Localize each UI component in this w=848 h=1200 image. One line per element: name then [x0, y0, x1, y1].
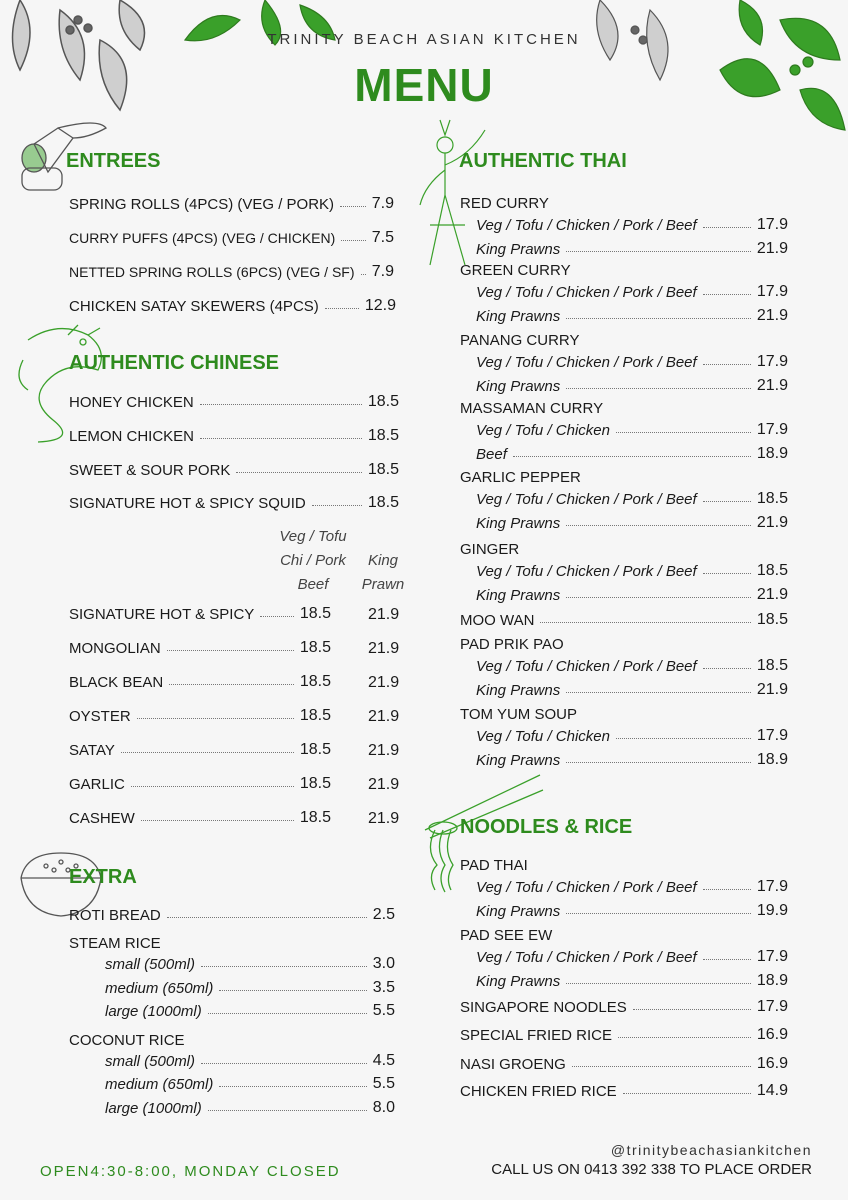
leader-dots — [703, 364, 751, 365]
leader-dots — [572, 1066, 751, 1067]
section-title-noodles: NOODLES & RICE — [460, 816, 633, 838]
item-price: 18.5 — [367, 461, 399, 478]
dish-variant — [476, 948, 788, 966]
leader-dots — [566, 692, 751, 693]
menu-subitem — [105, 1099, 395, 1117]
column-header-line: King — [367, 552, 399, 569]
item-price: 16.9 — [756, 1026, 788, 1043]
item-price-king-prawn: 21.9 — [368, 810, 400, 827]
leader-dots — [618, 1037, 751, 1038]
leader-dots — [131, 786, 294, 787]
variant-price: 21.9 — [756, 307, 788, 324]
variant-price: 21.9 — [756, 681, 788, 698]
item-name: SPRING ROLLS (4PCS) (VEG / PORK) — [69, 195, 335, 213]
column-header-line: Prawn — [361, 576, 405, 593]
item-name: CURRY PUFFS (4PCS) (VEG / CHICKEN) — [69, 230, 336, 246]
dish-name: GARLIC PEPPER — [460, 469, 581, 486]
item-price-king-prawn: 21.9 — [368, 606, 400, 623]
item-price: 14.9 — [756, 1082, 788, 1099]
item-name: BLACK BEAN — [69, 673, 164, 691]
leader-dots — [201, 1063, 367, 1064]
leader-dots — [219, 990, 366, 991]
leader-dots — [513, 456, 751, 457]
dish-variant — [476, 657, 788, 675]
leader-dots — [167, 650, 294, 651]
menu-item — [69, 707, 331, 725]
restaurant-name: TRINITY BEACH ASIAN KITCHEN — [267, 31, 581, 48]
item-price: 18.5 — [299, 809, 331, 826]
item-price-king-prawn: 21.9 — [368, 674, 400, 691]
variant-price: 17.9 — [756, 421, 788, 438]
item-name: SATAY — [69, 741, 115, 759]
variant-name: King Prawns — [476, 307, 561, 325]
leader-dots — [566, 525, 751, 526]
size-price: 3.5 — [372, 979, 395, 996]
variant-price: 21.9 — [756, 586, 788, 603]
dish-variant — [476, 216, 788, 234]
dish-variant — [476, 377, 788, 395]
variant-price: 18.5 — [756, 657, 788, 674]
item-price-king-prawn: 21.9 — [368, 640, 400, 657]
item-name: ROTI BREAD — [69, 906, 161, 924]
item-name: NASI GROENG — [460, 1055, 566, 1073]
item-price: 18.5 — [299, 775, 331, 792]
item-price: 18.5 — [299, 639, 331, 656]
menu-item — [69, 775, 331, 793]
variant-price: 18.9 — [756, 445, 788, 462]
size-name: medium (650ml) — [105, 979, 214, 997]
leader-dots — [361, 274, 366, 275]
variant-price: 19.9 — [756, 902, 788, 919]
menu-item — [69, 639, 331, 657]
leader-dots — [703, 573, 751, 574]
variant-price: 18.5 — [756, 562, 788, 579]
leader-dots — [219, 1086, 366, 1087]
variant-price: 17.9 — [756, 353, 788, 370]
leader-dots — [341, 240, 365, 241]
dish-name: MASSAMAN CURRY — [460, 400, 604, 417]
menu-item — [460, 1082, 788, 1100]
menu-item — [69, 809, 331, 827]
size-name: medium (650ml) — [105, 1075, 214, 1093]
column-header-king-prawn — [355, 549, 411, 597]
dish-name: PANANG CURRY — [460, 332, 580, 349]
leader-dots — [566, 318, 751, 319]
item-name: SINGAPORE NOODLES — [460, 998, 627, 1016]
leader-dots — [169, 684, 294, 685]
item-price: 18.5 — [367, 427, 399, 444]
variant-name: King Prawns — [476, 681, 561, 699]
size-name: small (500ml) — [105, 1052, 196, 1070]
variant-name: Veg / Tofu / Chicken / Pork / Beef — [476, 283, 697, 301]
menu-item — [69, 673, 331, 691]
item-price: 18.5 — [367, 494, 399, 511]
variant-name: King Prawns — [476, 240, 561, 258]
leader-dots — [260, 616, 294, 617]
variant-name: King Prawns — [476, 514, 561, 532]
menu-item — [460, 1055, 788, 1073]
variant-name: Veg / Tofu / Chicken / Pork / Beef — [476, 878, 697, 896]
item-name: CHICKEN FRIED RICE — [460, 1082, 617, 1100]
menu-subitem — [105, 955, 395, 973]
call-to-order: CALL US ON 0413 392 338 TO PLACE ORDER — [491, 1161, 812, 1178]
item-price: 12.9 — [364, 297, 396, 314]
item-price: 2.5 — [372, 906, 395, 923]
leader-dots — [121, 752, 294, 753]
dish-variant — [476, 586, 788, 604]
size-price: 3.0 — [372, 955, 395, 972]
dish-variant — [476, 490, 788, 508]
social-handle: @trinitybeachasiankitchen — [610, 1142, 812, 1158]
variant-name: Veg / Tofu / Chicken / Pork / Beef — [476, 490, 697, 508]
section-title-thai: AUTHENTIC THAI — [459, 150, 627, 172]
dish-name: TOM YUM SOUP — [460, 706, 577, 723]
variant-name: Veg / Tofu / Chicken / Pork / Beef — [476, 216, 697, 234]
leader-dots — [633, 1009, 751, 1010]
column-header-line: Veg / Tofu — [279, 528, 347, 545]
leader-dots — [236, 472, 361, 473]
item-price: 18.5 — [299, 707, 331, 724]
dish-name: GINGER — [460, 541, 520, 558]
variant-name: King Prawns — [476, 751, 561, 769]
dish-name: GREEN CURRY — [460, 262, 571, 279]
leader-dots — [703, 294, 751, 295]
dish-name: RED CURRY — [460, 195, 549, 212]
dish-variant — [476, 562, 788, 580]
menu-item — [460, 1026, 788, 1044]
item-name: SPECIAL FRIED RICE — [460, 1026, 612, 1044]
section-title-entrees: ENTREES — [66, 150, 161, 172]
leader-dots — [141, 820, 294, 821]
variant-price: 17.9 — [756, 283, 788, 300]
item-price: 18.5 — [299, 605, 331, 622]
page-title: MENU — [354, 59, 494, 111]
variant-name: Veg / Tofu / Chicken / Pork / Beef — [476, 948, 697, 966]
dish-variant — [476, 445, 788, 463]
menu-item — [69, 195, 394, 213]
menu-item — [69, 741, 331, 759]
menu-item — [69, 461, 399, 479]
dish-variant — [476, 878, 788, 896]
item-name: LEMON CHICKEN — [69, 427, 195, 445]
variant-name: Veg / Tofu / Chicken / Pork / Beef — [476, 657, 697, 675]
leader-dots — [703, 227, 751, 228]
leader-dots — [703, 668, 751, 669]
leader-dots — [566, 251, 751, 252]
dish-variant — [476, 902, 788, 920]
menu-item — [69, 605, 331, 623]
item-price: 7.5 — [371, 229, 394, 246]
item-price-king-prawn: 21.9 — [368, 742, 400, 759]
size-name: small (500ml) — [105, 955, 196, 973]
menu-item — [69, 229, 394, 247]
column-header-line: Chi / Pork — [280, 552, 346, 569]
variant-price: 17.9 — [756, 727, 788, 744]
leader-dots — [616, 432, 751, 433]
variant-price: 17.9 — [756, 878, 788, 895]
menu-item — [460, 611, 788, 629]
item-name: MOO WAN — [460, 611, 535, 629]
dish-variant — [476, 240, 788, 258]
menu-item — [69, 263, 394, 281]
leader-dots — [703, 501, 751, 502]
dish-variant — [476, 751, 788, 769]
dish-variant — [476, 681, 788, 699]
leader-dots — [340, 206, 366, 207]
variant-price: 21.9 — [756, 514, 788, 531]
leader-dots — [703, 959, 751, 960]
variant-price: 21.9 — [756, 377, 788, 394]
dish-name: PAD THAI — [460, 857, 528, 874]
item-name: COCONUT RICE — [69, 1032, 185, 1049]
menu-item — [69, 494, 399, 512]
variant-price: 18.5 — [756, 490, 788, 507]
variant-name: King Prawns — [476, 902, 561, 920]
menu-subitem — [105, 1075, 395, 1093]
variant-name: Beef — [476, 445, 507, 463]
dish-name: PAD PRIK PAO — [460, 636, 564, 653]
item-price: 18.5 — [299, 741, 331, 758]
item-name: STEAM RICE — [69, 935, 161, 952]
size-price: 5.5 — [372, 1075, 395, 1092]
variant-name: Veg / Tofu / Chicken / Pork / Beef — [476, 353, 697, 371]
menu-item — [69, 297, 396, 315]
menu-subitem — [105, 1002, 395, 1020]
menu-item — [460, 998, 788, 1016]
section-title-extra: EXTRA — [69, 866, 137, 888]
dish-variant — [476, 727, 788, 745]
variant-name: Veg / Tofu / Chicken — [476, 421, 610, 439]
leader-dots — [137, 718, 294, 719]
dish-variant — [476, 421, 788, 439]
size-price: 8.0 — [372, 1099, 395, 1116]
leader-dots — [167, 917, 367, 918]
item-price-king-prawn: 21.9 — [368, 708, 400, 725]
size-name: large (1000ml) — [105, 1099, 202, 1117]
menu-subitem — [105, 979, 395, 997]
item-price-king-prawn: 21.9 — [368, 776, 400, 793]
dish-variant — [476, 307, 788, 325]
leader-dots — [200, 438, 362, 439]
item-price: 7.9 — [371, 263, 394, 280]
variant-price: 17.9 — [756, 948, 788, 965]
item-name: OYSTER — [69, 707, 131, 725]
menu-item — [69, 906, 395, 924]
leader-dots — [566, 597, 751, 598]
variant-name: King Prawns — [476, 377, 561, 395]
leader-dots — [540, 622, 750, 623]
leader-dots — [208, 1013, 367, 1014]
menu-item — [69, 427, 399, 445]
section-title-chinese: AUTHENTIC CHINESE — [69, 352, 280, 374]
variant-name: Veg / Tofu / Chicken / Pork / Beef — [476, 562, 697, 580]
item-price: 16.9 — [756, 1055, 788, 1072]
variant-price: 21.9 — [756, 240, 788, 257]
leader-dots — [312, 505, 362, 506]
item-name: NETTED SPRING ROLLS (6PCS) (VEG / SF) — [69, 264, 355, 280]
leader-dots — [325, 308, 359, 309]
column-header-veg-chi-beef — [268, 525, 358, 597]
item-name: HONEY CHICKEN — [69, 393, 194, 411]
item-price: 7.9 — [371, 195, 394, 212]
variant-name: Veg / Tofu / Chicken — [476, 727, 610, 745]
leader-dots — [201, 966, 367, 967]
dish-variant — [476, 353, 788, 371]
variant-price: 18.9 — [756, 751, 788, 768]
leader-dots — [566, 983, 751, 984]
item-price: 17.9 — [756, 998, 788, 1015]
size-name: large (1000ml) — [105, 1002, 202, 1020]
item-price: 18.5 — [756, 611, 788, 628]
leader-dots — [566, 913, 751, 914]
leader-dots — [703, 889, 751, 890]
leader-dots — [208, 1110, 367, 1111]
item-name: SIGNATURE HOT & SPICY — [69, 605, 255, 623]
item-price: 18.5 — [367, 393, 399, 410]
leader-dots — [566, 762, 751, 763]
item-price: 18.5 — [299, 673, 331, 690]
item-name: GARLIC — [69, 775, 125, 793]
leader-dots — [623, 1093, 751, 1094]
dish-name: PAD SEE EW — [460, 927, 553, 944]
item-name: MONGOLIAN — [69, 639, 161, 657]
column-header-line: Beef — [297, 576, 329, 593]
variant-price: 17.9 — [756, 216, 788, 233]
leader-dots — [566, 388, 751, 389]
variant-name: King Prawns — [476, 586, 561, 604]
leader-dots — [616, 738, 751, 739]
item-name: SWEET & SOUR PORK — [69, 461, 231, 479]
dish-variant — [476, 972, 788, 990]
size-price: 5.5 — [372, 1002, 395, 1019]
menu-item — [69, 393, 399, 411]
size-price: 4.5 — [372, 1052, 395, 1069]
variant-price: 18.9 — [756, 972, 788, 989]
opening-hours: OPEN4:30-8:00, MONDAY CLOSED — [40, 1163, 341, 1180]
item-name: CASHEW — [69, 809, 135, 827]
menu-subitem — [105, 1052, 395, 1070]
item-name: SIGNATURE HOT & SPICY SQUID — [69, 494, 306, 512]
item-name: CHICKEN SATAY SKEWERS (4PCS) — [69, 297, 319, 315]
variant-name: King Prawns — [476, 972, 561, 990]
dish-variant — [476, 283, 788, 301]
leader-dots — [200, 404, 362, 405]
dish-variant — [476, 514, 788, 532]
